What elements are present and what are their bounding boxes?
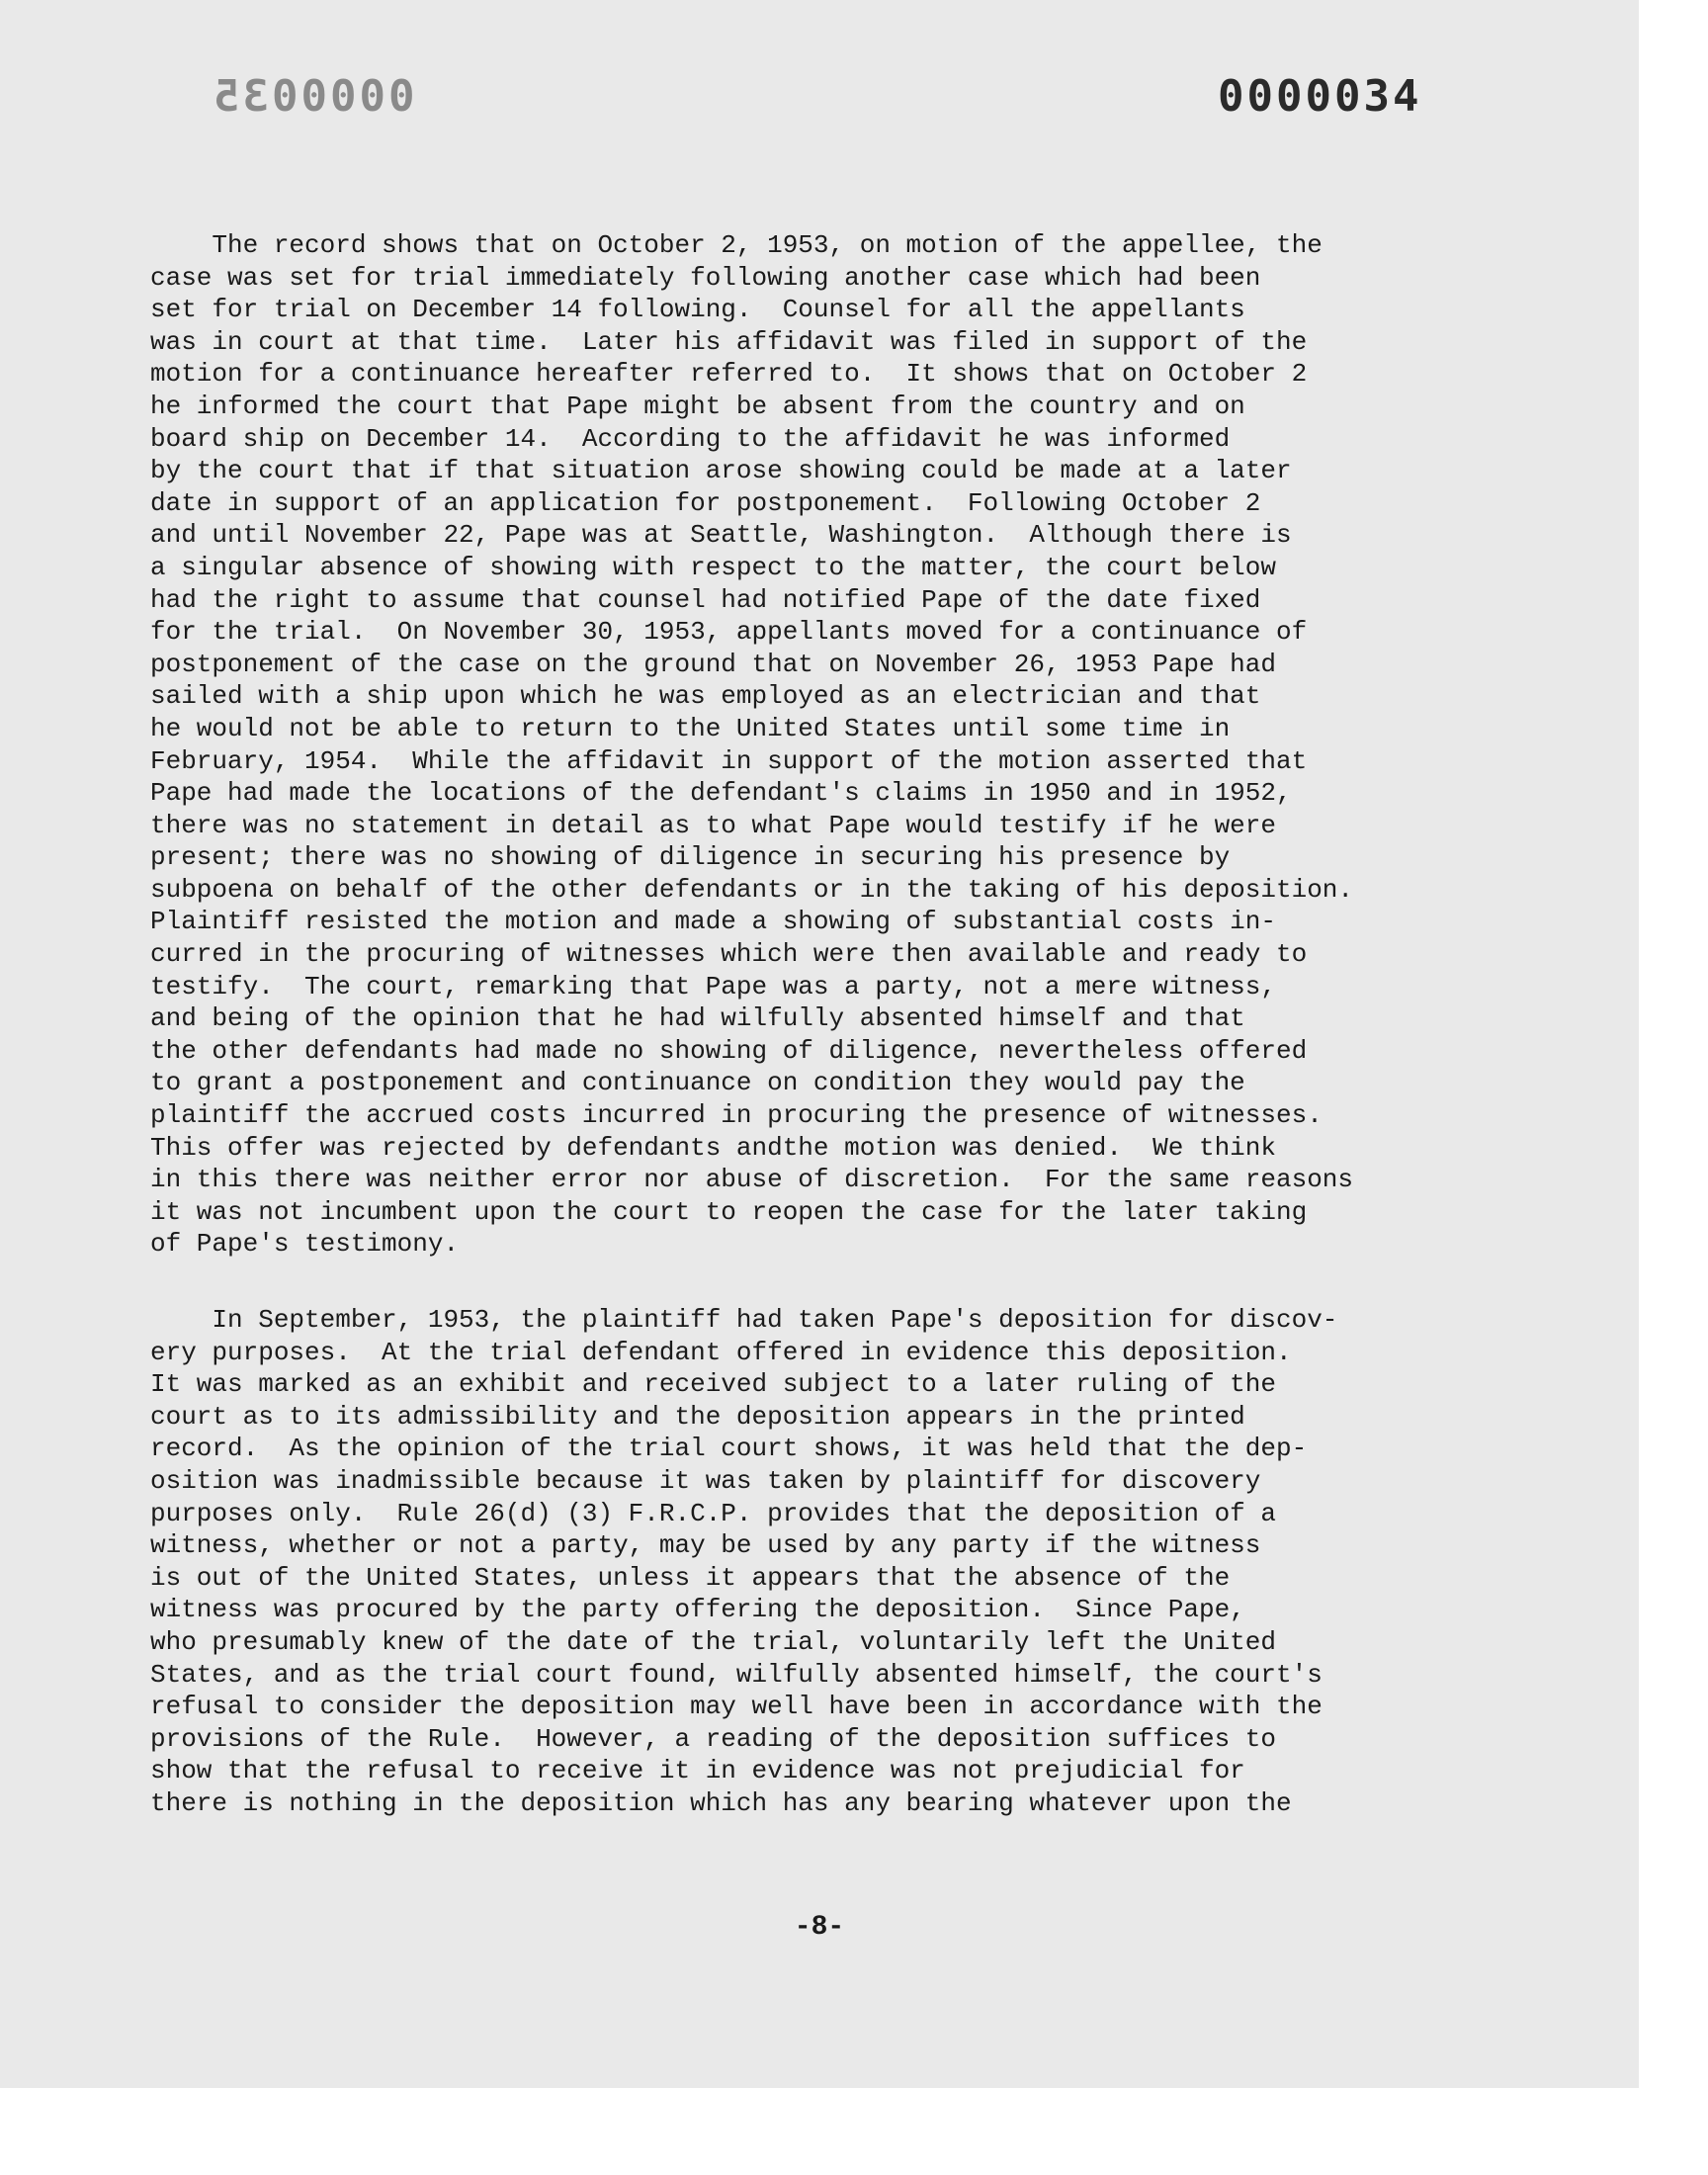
- text-line: present; there was no showing of diligence in securing his presence by: [150, 842, 1231, 873]
- text-line: plaintiff the accrued costs incurred in procuring the presence of witnesses.: [150, 1100, 1323, 1131]
- text-line: is out of the United States, unless it appears that the absence of the: [150, 1562, 1231, 1593]
- text-line: he would not be able to return to the United States until some time in: [150, 713, 1231, 743]
- text-line: February, 1954. While the affidavit in support of the motion asserted that: [150, 745, 1308, 776]
- text-line: case was set for trial immediately following another case which had been: [150, 262, 1261, 293]
- text-line: record. As the opinion of the trial court shows, it was held that the dep-: [150, 1434, 1308, 1464]
- text-line: board ship on December 14. According to the affidavit he was informed: [150, 423, 1231, 454]
- text-line: a singular absence of showing with respect to the matter, the court below: [150, 552, 1276, 582]
- text-line: postponement of the case on the ground that on November 26, 1953 Pape had: [150, 649, 1276, 679]
- text-line: there was no statement in detail as to what Pape would testify if he were: [150, 810, 1276, 840]
- text-line: had the right to assume that counsel had notified Pape of the date fixed: [150, 584, 1261, 615]
- text-line: witness, whether or not a party, may be used by any party if the witness: [150, 1530, 1261, 1561]
- text-line: Plaintiff resisted the motion and made a showing of substantial costs in-: [150, 907, 1276, 937]
- text-line: was in court at that time. Later his affidavit was filed in support of the: [150, 326, 1308, 357]
- text-line: show that the refusal to receive it in evidence was not prejudicial for: [150, 1756, 1245, 1786]
- text-line: he informed the court that Pape might be absent from the country and on: [150, 391, 1245, 421]
- text-line: provisions of the Rule. However, a reading of the deposition suffices to: [150, 1723, 1276, 1754]
- paragraph-deposition: [150, 1304, 1435, 1820]
- text-line: curred in the procuring of witnesses which were then available and ready to: [150, 939, 1308, 970]
- bates-number-stamp: 0000034: [1218, 71, 1422, 122]
- text-line: set for trial on December 14 following. Counsel for all the appellants: [150, 295, 1245, 325]
- text-line: The record shows that on October 2, 1953, on motion of the appellee, the: [150, 230, 1323, 260]
- document-body: [150, 229, 1435, 1820]
- mirrored-bates-stamp: 0000035: [211, 71, 415, 122]
- text-line: who presumably knew of the date of the trial, voluntarily left the United: [150, 1626, 1276, 1657]
- text-line: Pape had made the locations of the defendant's claims in 1950 and in 1952,: [150, 778, 1292, 809]
- text-line: in this there was neither error nor abuse of discretion. For the same reasons: [150, 1165, 1353, 1195]
- text-line: motion for a continuance hereafter referred to. It shows that on October 2: [150, 359, 1308, 390]
- text-line: ery purposes. At the trial defendant offered in evidence this deposition.: [150, 1337, 1292, 1367]
- text-line: sailed with a ship upon which he was employed as an electrician and that: [150, 681, 1261, 712]
- text-line: witness was procured by the party offering the deposition. Since Pape,: [150, 1595, 1245, 1625]
- text-line: there is nothing in the deposition which has any bearing whatever upon the: [150, 1787, 1292, 1818]
- page-number: -8-: [794, 1912, 845, 1943]
- text-line: for the trial. On November 30, 1953, appellants moved for a continuance of: [150, 617, 1308, 648]
- text-line: This offer was rejected by defendants andthe motion was denied. We think: [150, 1132, 1276, 1163]
- text-line: court as to its admissibility and the deposition appears in the printed: [150, 1401, 1245, 1432]
- text-line: It was marked as an exhibit and received subject to a later ruling of the: [150, 1369, 1276, 1400]
- text-line: and until November 22, Pape was at Seattle, Washington. Although there is: [150, 520, 1292, 551]
- text-line: In September, 1953, the plaintiff had taken Pape's deposition for discov-: [150, 1305, 1338, 1335]
- paragraph-continuance-motion: [150, 229, 1435, 1261]
- text-line: testify. The court, remarking that Pape was a party, not a mere witness,: [150, 971, 1276, 1001]
- text-line: and being of the opinion that he had wilfully absented himself and that: [150, 1003, 1245, 1034]
- text-line: to grant a postponement and continuance on condition they would pay the: [150, 1068, 1245, 1098]
- text-line: date in support of an application for postponement. Following October 2: [150, 487, 1261, 518]
- text-line: by the court that if that situation arose showing could be made at a later: [150, 456, 1292, 486]
- text-line: refusal to consider the deposition may well have been in accordance with the: [150, 1692, 1323, 1722]
- text-line: it was not incumbent upon the court to reopen the case for the later taking: [150, 1196, 1308, 1227]
- text-line: purposes only. Rule 26(d) (3) F.R.C.P. provides that the deposition of a: [150, 1498, 1276, 1528]
- text-line: of Pape's testimony.: [150, 1229, 460, 1260]
- text-line: the other defendants had made no showing of diligence, nevertheless offered: [150, 1035, 1308, 1066]
- text-line: subpoena on behalf of the other defendants or in the taking of his deposition.: [150, 874, 1353, 905]
- text-line: States, and as the trial court found, wilfully absented himself, the court's: [150, 1659, 1323, 1690]
- text-line: osition was inadmissible because it was taken by plaintiff for discovery: [150, 1465, 1261, 1496]
